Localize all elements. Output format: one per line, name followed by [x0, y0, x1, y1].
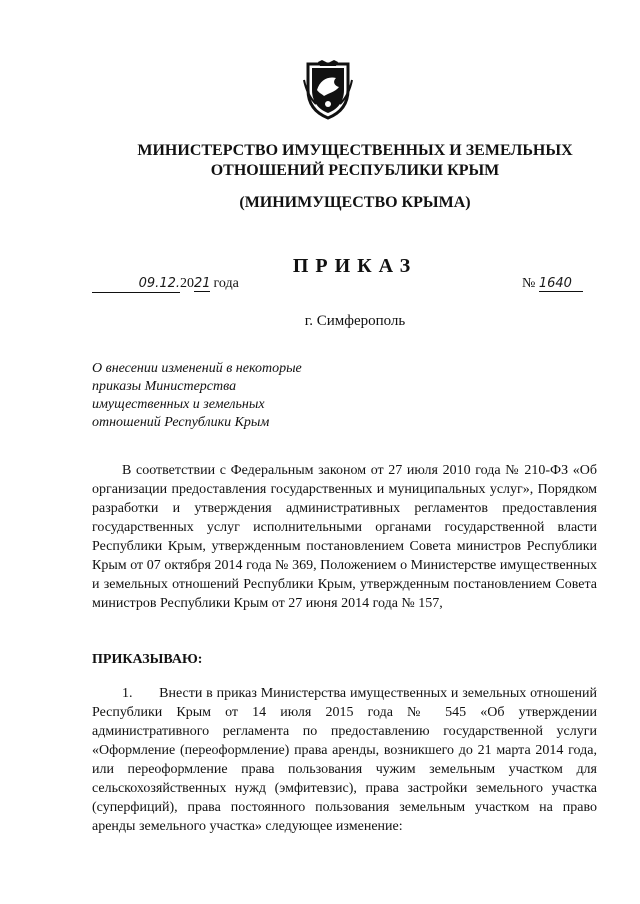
order-item-1 [92, 684, 597, 836]
item-text: Внести в приказ Министерства имущественных и земельных отношений Республики Крым от 14 июля 2015 года № 545 «Об утверждении административного регламента по предоставлению государственной услуги «Оформление (переоформление) права аренды, возникшего до 21 марта 2014 года, или переоформление права пользования чужим земельным участком для сельскохозяйственных нужд (эмфитевзис), права застройки земельного участка (суперфиций), права постоянного пользования земельным участком на право аренды земельного участка» следующее изменение: [92, 686, 597, 834]
number-label: № [522, 276, 536, 291]
subject-line3: имущественных и земельных [92, 397, 265, 412]
crimea-coat-of-arms-icon [302, 60, 354, 120]
subject-line4: отношений Республики Крым [92, 415, 270, 430]
year-word: года [213, 276, 239, 291]
city: г. Симферополь [304, 313, 406, 329]
ministry-name-line1: МИНИСТЕРСТВО ИМУЩЕСТВЕННЫХ И ЗЕМЕЛЬНЫХ [137, 142, 573, 159]
order-heading: ПРИКАЗЫВАЮ: [92, 652, 203, 667]
date-handwritten: 09.12. [138, 276, 180, 291]
ministry-short-name: (МИНИМУЩЕСТВО КРЫМА) [239, 194, 471, 211]
order-number [522, 276, 583, 292]
subject-line2: приказы Министерства [92, 379, 237, 394]
ministry-name [100, 141, 610, 181]
subject-line1: О внесении изменений в некоторые [92, 361, 302, 376]
ministry-name-line2: ОТНОШЕНИЙ РЕСПУБЛИКИ КРЫМ [210, 162, 500, 179]
number-handwritten: 1640 [539, 276, 583, 292]
order-subject [92, 360, 337, 432]
order-date [92, 276, 239, 293]
document-type-title: ПРИКАЗ [292, 255, 418, 277]
year-handwritten: 21 [194, 276, 211, 291]
preamble-text: В соответствии с Федеральным законом от 27 июля 2010 года № 210-ФЗ «Об организации предоставления государственных и муниципальных услуг», Порядком разработки и утверждения административных регламентов предоставления государственных услуг исполнительными органами государственной власти Республики Крым, утвержденным постановлением Совета министров Республики Крым от 07 октября 2014 года № 369, Положением о Министерстве имущественных и земельных отношений Республики Крым, утвержденным постановлением Совета министров Республики Крым от 27 июня 2014 года № 157, [92, 463, 597, 611]
year-prefix: 20 [180, 276, 194, 291]
item-number: 1. [122, 686, 133, 701]
preamble [92, 461, 597, 613]
